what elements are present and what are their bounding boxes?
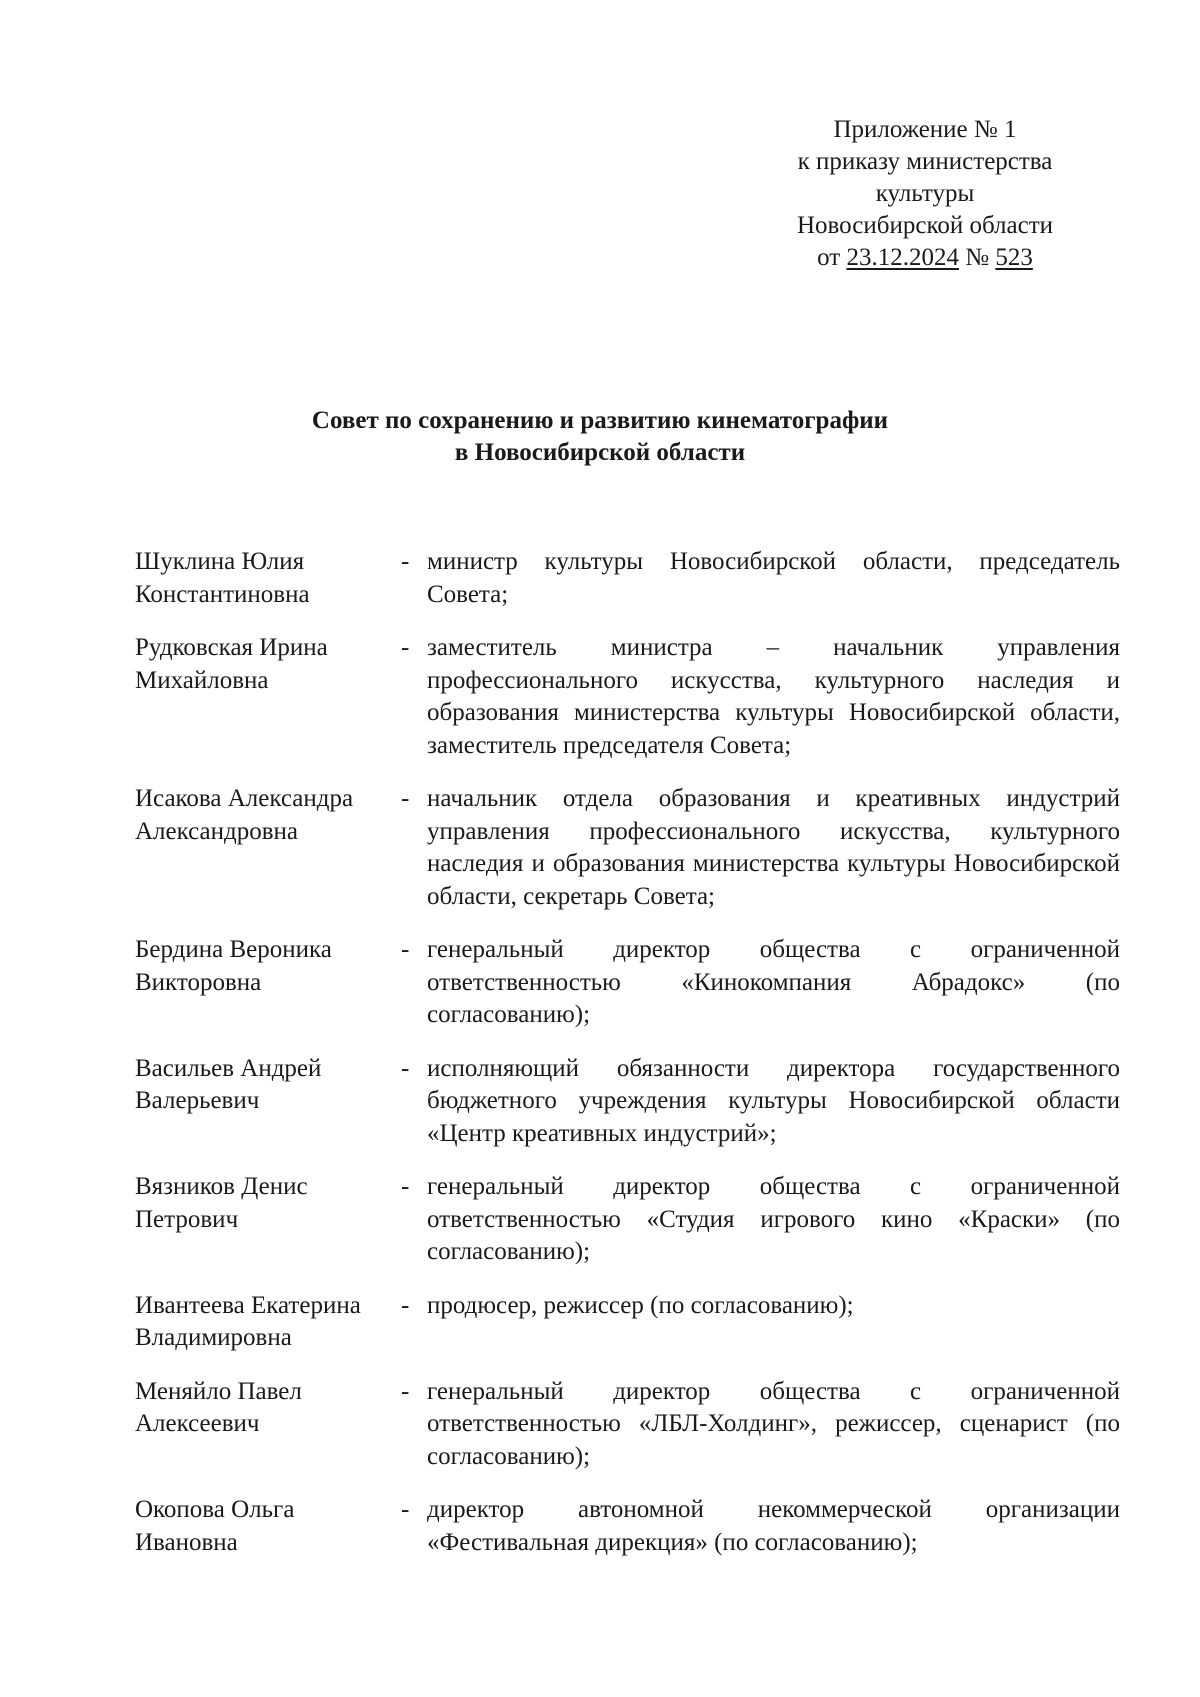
member-role: начальник отдела образования и креативных индустрий управления профессионального искусства, культурного наследия и образования министерства культуры Новосибирской области, секретарь Совета;	[427, 785, 1120, 910]
member-dash: -	[401, 634, 410, 661]
annex-line-2: к приказу министерства	[797, 148, 1053, 175]
member-name: Рудковская Ирина Михайловна	[135, 634, 328, 694]
members-list	[135, 546, 1120, 1580]
annex-number-label: №	[965, 244, 990, 271]
annex-line-4: Новосибирской области	[796, 212, 1054, 239]
member-role: заместитель министра – начальник управления профессионального искусства, культурного наследия и образования министерства культуры Новосибирской области, заместитель председателя Совета;	[427, 634, 1120, 759]
member-name: Исакова Александра Александровна	[135, 785, 354, 845]
annex-line-1: Приложение № 1	[833, 116, 1017, 143]
member-name: Вязников Денис Петрович	[135, 1173, 308, 1233]
annex-date-line	[780, 242, 1070, 274]
member-dash: -	[401, 1496, 410, 1523]
annex-from-label: от	[817, 244, 841, 271]
title-line-2: в Новосибирской области	[454, 439, 746, 466]
member-dash: -	[401, 1291, 410, 1319]
member-name: Меняйло Павел Алексеевич	[135, 1377, 302, 1437]
member-dash: -	[401, 936, 410, 963]
member-dash: -	[401, 1173, 410, 1200]
member-row	[135, 1053, 1120, 1151]
member-name: Бердина Вероника Викторовна	[135, 936, 332, 996]
member-name: Ивантеева Екатерина Владимировна	[135, 1291, 361, 1351]
member-dash: -	[401, 1054, 410, 1082]
annex-line-3: культуры	[875, 180, 975, 207]
member-row	[135, 934, 1120, 1032]
member-role: генеральный директор общества с ограниченной ответственностью «Студия игрового кино «Краски» (по согласованию);	[427, 1173, 1120, 1265]
annex-header	[780, 114, 1070, 274]
page-title	[120, 405, 1080, 469]
member-role: директор автономной некоммерческой организации «Фестивальная дирекция» (по согласованию);	[427, 1496, 1120, 1556]
member-dash: -	[401, 785, 410, 812]
member-row	[135, 1494, 1120, 1559]
title-line-1: Совет по сохранению и развитию кинематографии	[311, 407, 889, 434]
member-name: Шуклина Юлия Константиновна	[135, 548, 310, 608]
member-role: генеральный директор общества с ограниченной ответственностью «ЛБЛ-Холдинг», режиссер, сценарист (по согласованию);	[427, 1377, 1120, 1470]
member-name: Окопова Ольга Ивановна	[135, 1496, 295, 1556]
member-row	[135, 546, 1120, 611]
member-row	[135, 783, 1120, 913]
annex-number: 523	[995, 244, 1033, 271]
member-dash: -	[401, 548, 410, 575]
member-name: Васильев Андрей Валерьевич	[135, 1054, 322, 1114]
member-role: генеральный директор общества с ограниченной ответственностью «Кинокомпания Абрадокс» (по согласованию);	[427, 936, 1120, 1028]
member-role: исполняющий обязанности директора государственного бюджетного учреждения культуры Новосибирской области «Центр креативных индустрий»;	[427, 1054, 1120, 1147]
member-row	[135, 1376, 1120, 1474]
member-dash: -	[401, 1377, 410, 1405]
member-row	[135, 1290, 1120, 1355]
member-row	[135, 632, 1120, 762]
member-role: министр культуры Новосибирской области, председатель Совета;	[427, 548, 1120, 608]
annex-date: 23.12.2024	[846, 244, 959, 271]
member-row	[135, 1171, 1120, 1269]
member-role: продюсер, режиссер (по согласованию);	[427, 1291, 854, 1319]
